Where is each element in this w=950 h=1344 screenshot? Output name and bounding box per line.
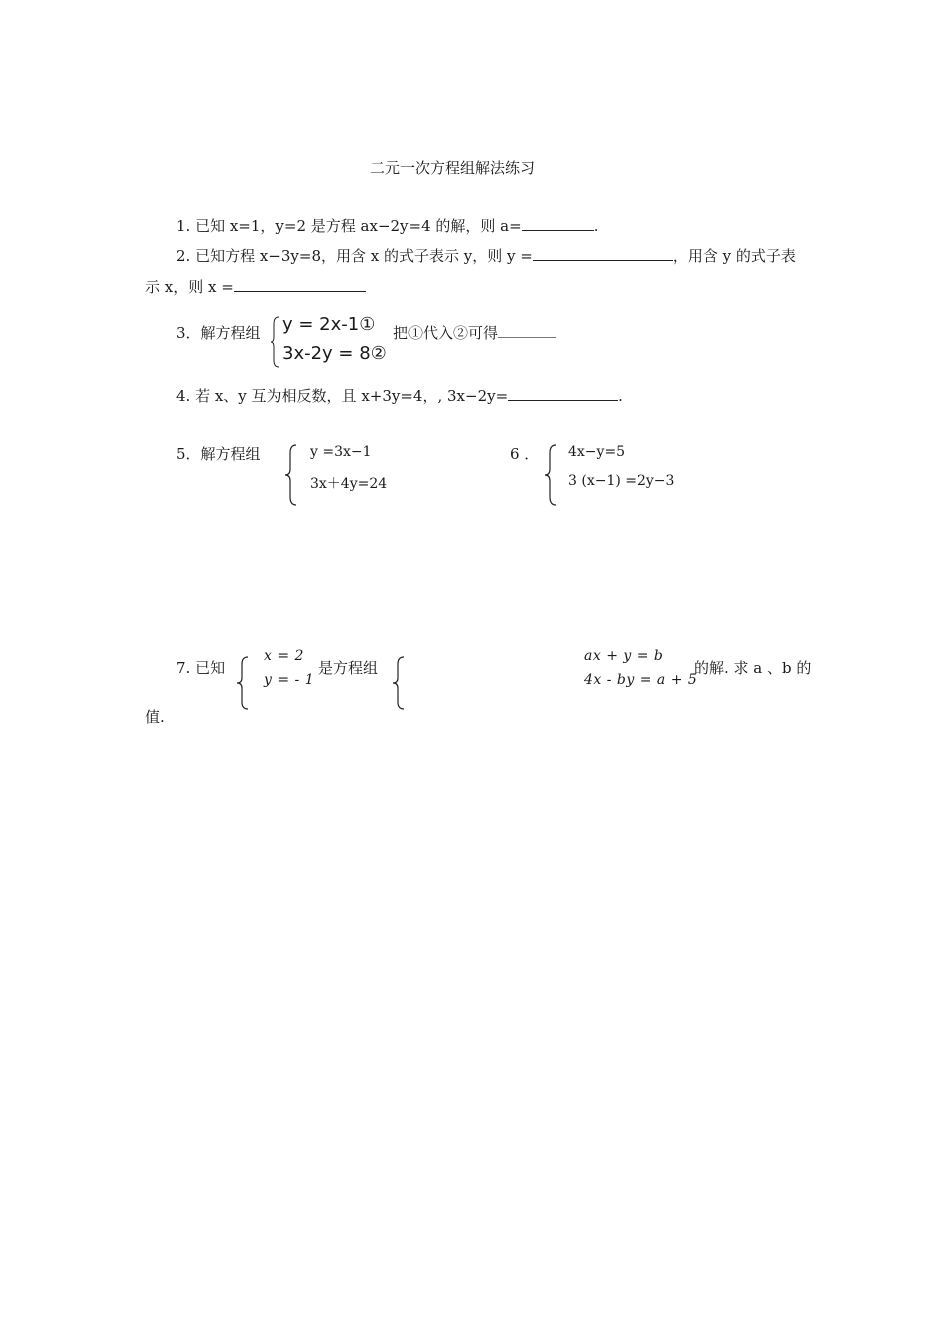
question-3-label: 3．解方程组 xyxy=(176,324,261,342)
question-7-solution-y: y = - 1 xyxy=(264,672,315,688)
question-3-hint xyxy=(393,322,556,343)
question-1-tail: . xyxy=(593,217,599,235)
question-5-eq1: y =3x−1 xyxy=(310,444,372,460)
question-4-tail: . xyxy=(618,387,623,405)
question-7-solution-brace xyxy=(236,656,250,710)
question-1 xyxy=(176,215,598,236)
question-5-eq2: 3x＋4y=24 xyxy=(310,476,388,492)
question-6-label: 6 ． xyxy=(510,445,540,463)
answer-blank-1[interactable] xyxy=(522,216,594,231)
question-2-line1-b: ，用含 y 的式子表 xyxy=(672,247,796,265)
question-7-system-eq1: ax + y = b xyxy=(584,648,664,664)
question-3-hint-text: 把①代入②可得 xyxy=(393,324,499,342)
answer-blank-3[interactable] xyxy=(498,323,556,338)
question-7-line2: 值. xyxy=(145,708,165,726)
question-2 xyxy=(176,245,796,266)
question-3-brace xyxy=(271,316,281,368)
answer-blank-4[interactable] xyxy=(508,386,618,401)
question-2-line1-a: 2. 已知方程 x−3y=8，用含 x 的式子表示 y，则 y = xyxy=(176,247,533,265)
question-7-mid: 是方程组 xyxy=(318,659,379,677)
question-2-line2 xyxy=(145,276,366,297)
question-7-tail: 的解. 求 a 、b 的 xyxy=(694,659,812,677)
question-4 xyxy=(176,385,623,406)
question-2-line2-text: 示 x，则 x = xyxy=(145,278,234,296)
question-7-solution-x: x = 2 xyxy=(264,648,304,664)
question-3-eq2: 3x-2y = 8② xyxy=(282,343,387,364)
question-6-eq1: 4x−y=5 xyxy=(568,444,626,460)
question-7-system-eq2: 4x - by = a + 5 xyxy=(584,672,698,688)
answer-blank-2b[interactable] xyxy=(234,277,366,292)
question-1-text: 1. 已知 x=1，y=2 是方程 ax−2y=4 的解，则 a= xyxy=(176,217,522,235)
question-3-eq1: y = 2x-1① xyxy=(282,314,376,335)
question-4-text: 4. 若 x、y 互为相反数，且 x+3y=4，, 3x−2y= xyxy=(176,387,509,405)
question-6-brace xyxy=(544,444,558,506)
answer-blank-2a[interactable] xyxy=(533,246,673,261)
page-title: 二元一次方程组解法练习 xyxy=(370,159,536,177)
question-6-eq2: 3 (x−1) =2y−3 xyxy=(568,473,675,489)
question-5-label: 5．解方程组 xyxy=(176,445,261,463)
question-7-label: 7. 已知 xyxy=(176,659,226,677)
question-7-system-brace xyxy=(392,656,406,710)
question-5-brace xyxy=(284,444,298,506)
